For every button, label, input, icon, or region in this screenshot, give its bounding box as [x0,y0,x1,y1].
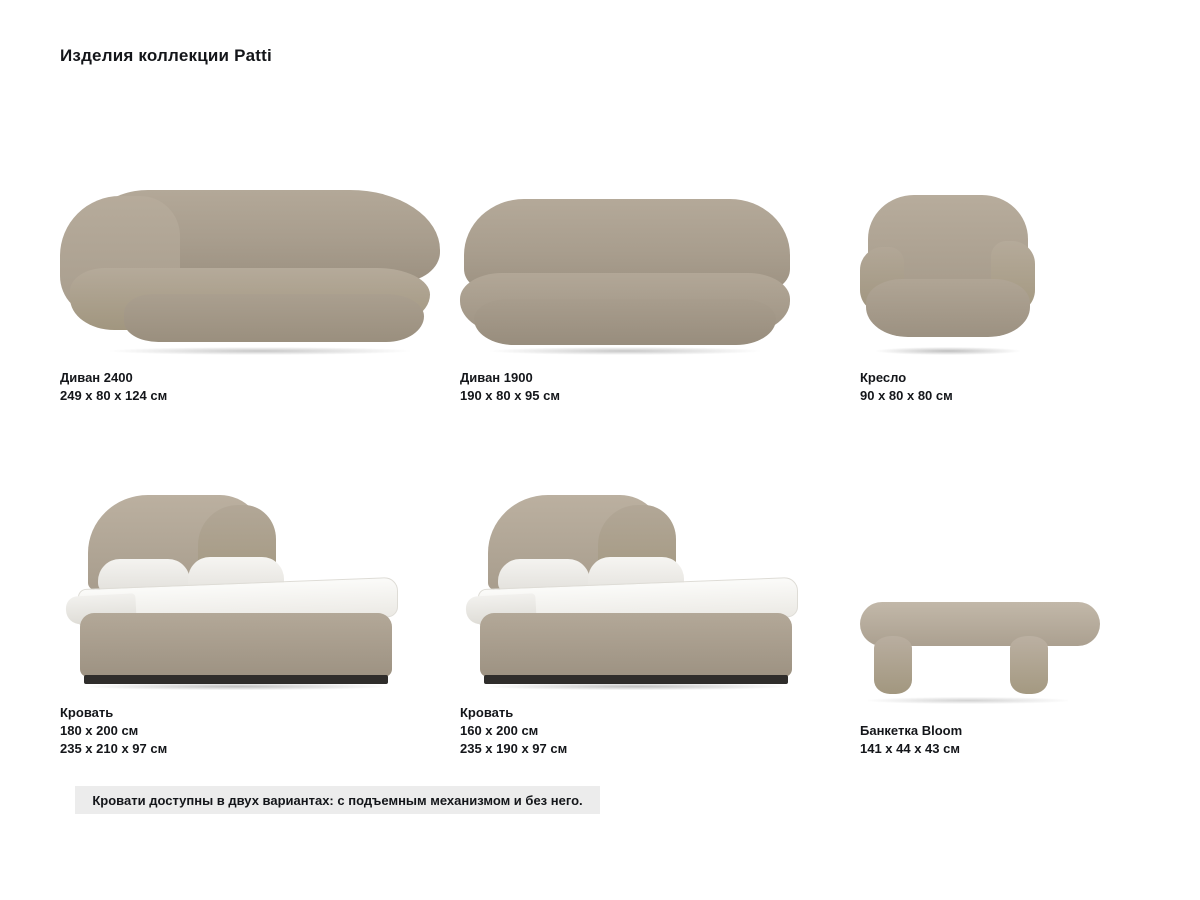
product-dimensions: 90 x 80 x 80 см [860,388,953,403]
availability-note-text: Кровати доступны в двух вариантах: с подъемным механизмом и без него. [92,792,583,808]
product-card-bench [860,508,1150,758]
armchair-illustration [860,180,1150,355]
product-row-beds [60,490,1150,758]
product-card-bed-160 [460,490,860,758]
product-dimensions: 235 x 210 x 97 см [60,741,168,756]
page-title: Изделия коллекции Patti [60,46,272,65]
product-name: Диван 2400 [60,370,133,385]
availability-note [75,786,600,814]
product-caption [860,722,1150,758]
bench-illustration [860,508,1150,708]
product-name: Кровать [60,705,114,720]
product-caption [60,704,460,758]
sofa-1900-illustration [460,180,860,355]
product-mattress-size: 160 x 200 см [460,723,539,738]
product-dimensions: 141 x 44 x 43 см [860,741,960,756]
bed-160-illustration [460,490,860,690]
product-dimensions: 190 x 80 x 95 см [460,388,560,403]
bed-180-illustration [60,490,460,690]
product-mattress-size: 180 x 200 см [60,723,139,738]
product-card-sofa-2400 [60,180,460,405]
product-dimensions: 249 x 80 x 124 см [60,388,168,403]
product-name: Диван 1900 [460,370,533,385]
product-dimensions: 235 x 190 x 97 см [460,741,568,756]
product-name: Кресло [860,370,907,385]
product-caption [60,369,460,405]
product-name: Банкетка Bloom [860,723,963,738]
product-caption [460,369,860,405]
product-card-bed-180 [60,490,460,758]
product-card-armchair [860,180,1150,405]
product-caption [460,704,860,758]
product-row-sofas [60,180,1150,405]
product-card-sofa-1900 [460,180,860,405]
sofa-2400-illustration [60,180,460,355]
product-caption [860,369,1150,405]
product-name: Кровать [460,705,514,720]
